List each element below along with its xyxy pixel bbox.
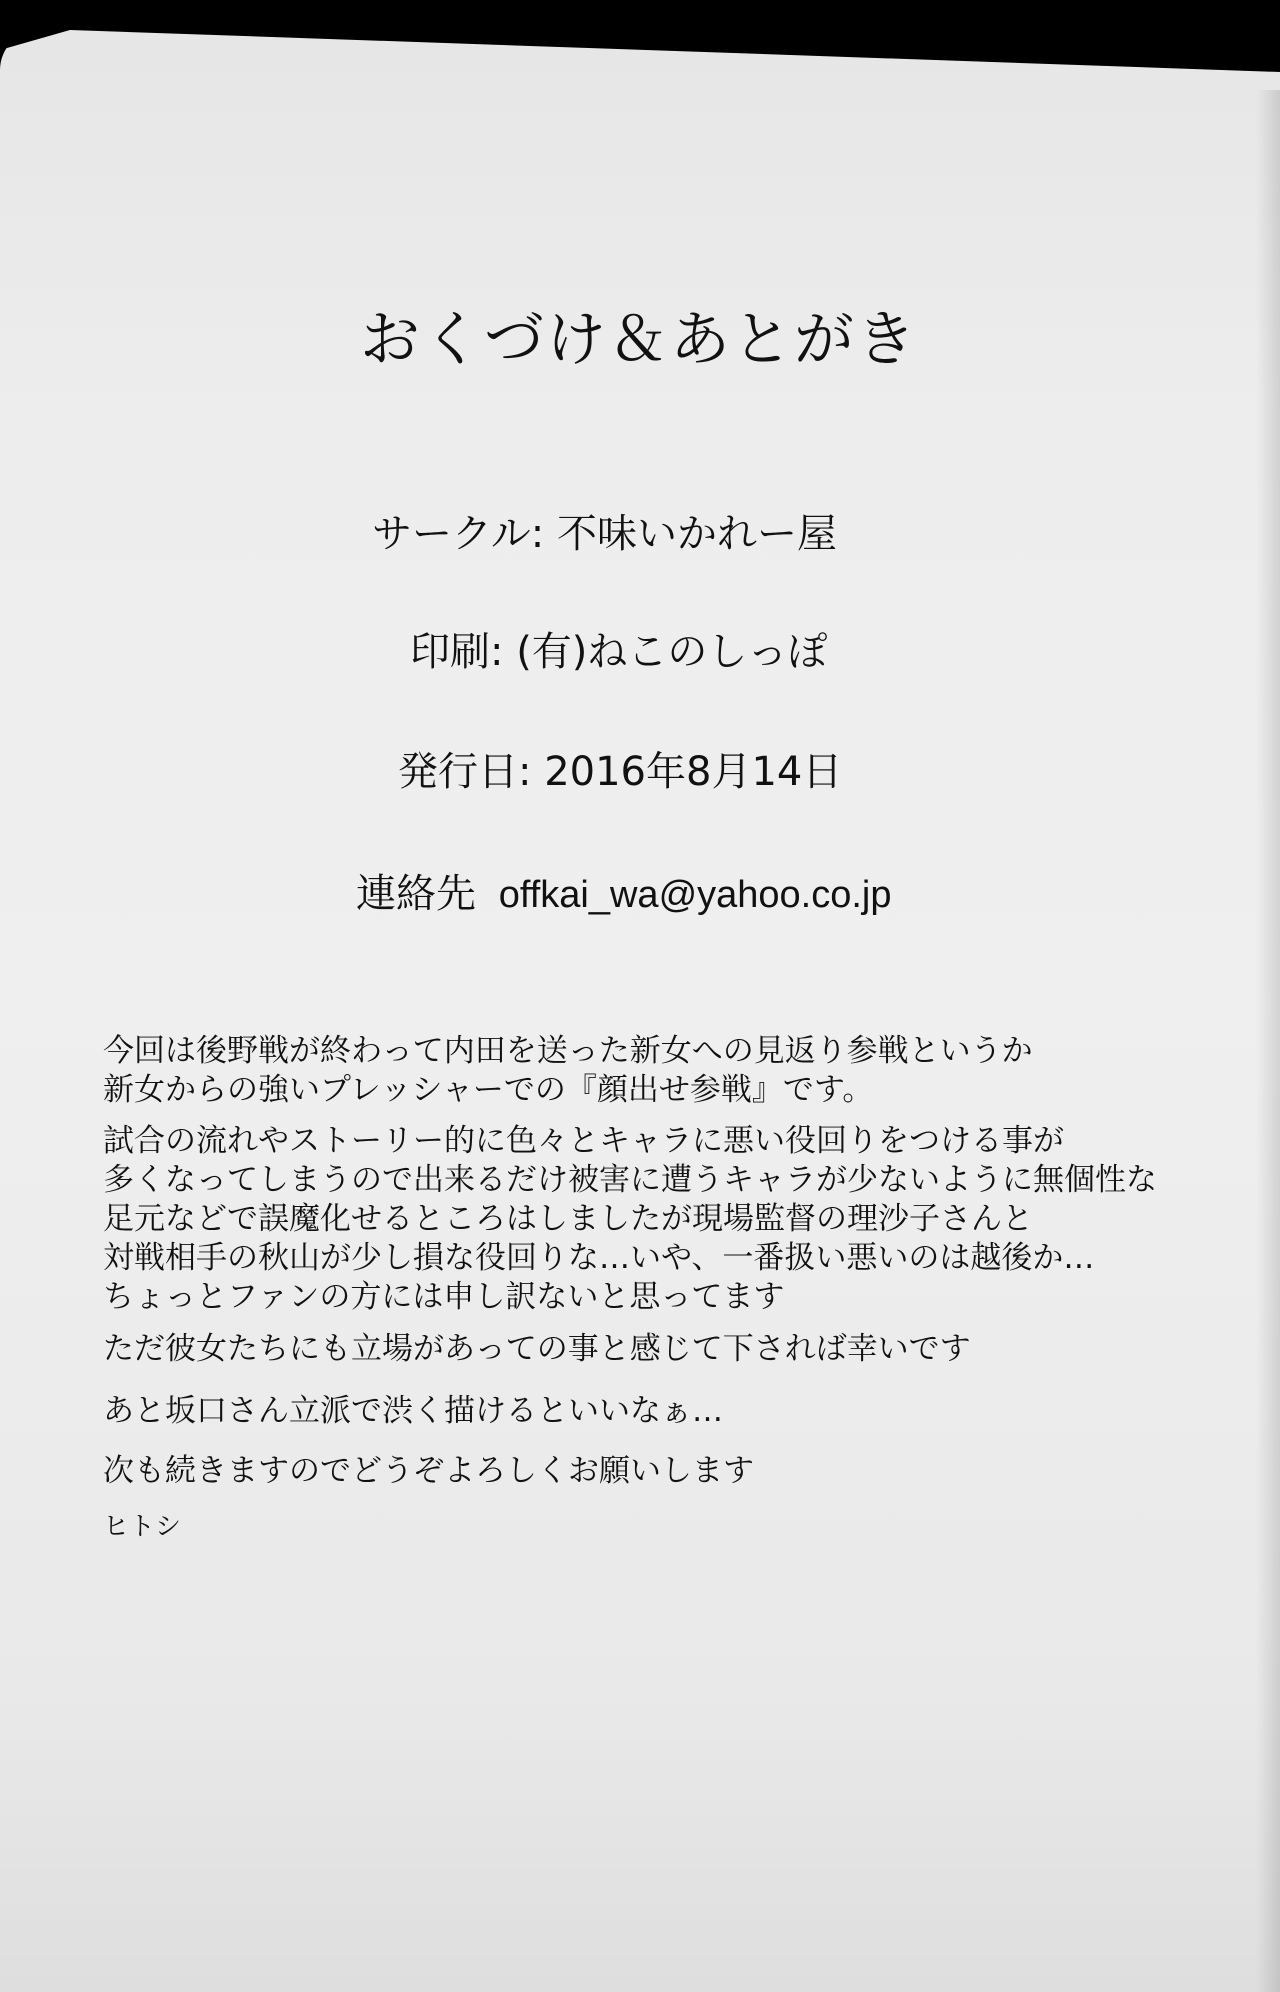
circle-label: サークル: <box>372 511 545 557</box>
printer-info <box>410 624 827 680</box>
afterword-line: 多くなってしまうので出来るだけ被害に遭うキャラが少ないように無個性な <box>103 1162 1157 1198</box>
contact-email: offkai_wa@yahoo.co.jp <box>498 874 892 916</box>
contact-label: 連絡先 <box>356 871 476 917</box>
publish-date-value: 2016年8月14日 <box>544 749 843 795</box>
afterword-line: 試合の流れやストーリー的に色々とキャラに悪い役回りをつける事が <box>103 1123 1064 1159</box>
afterword-line: 新女からの強いプレッシャーでの『顔出せ参戦』です。 <box>103 1072 874 1108</box>
page-title: おくづけ＆あとがき <box>360 305 918 375</box>
contact-info <box>356 866 892 923</box>
afterword-line: 対戦相手の秋山が少し損な役回りな…いや、一番扱い悪いのは越後か… <box>103 1240 1095 1276</box>
afterword-paragraph-6: 次も続きますのでどうぞよろしくお願いします <box>103 1453 754 1489</box>
circle-value: 不味いかれー屋 <box>557 511 837 557</box>
afterword-paragraph-2 <box>103 1122 1157 1278</box>
circle-info <box>372 506 837 562</box>
afterword-paragraph-3: ちょっとファンの方には申し訳ないと思ってます <box>103 1279 785 1315</box>
printer-value: (有)ねこのしっぽ <box>516 629 828 675</box>
afterword-line: 今回は後野戦が終わって内田を送った新女への見返り参戦というか <box>103 1033 1033 1069</box>
printer-label: 印刷: <box>410 629 504 675</box>
publish-date-label: 発行日: <box>398 749 532 795</box>
publish-date-info <box>398 744 842 800</box>
afterword-paragraph-1 <box>103 1032 1103 1110</box>
afterword-paragraph-5: あと坂口さん立派で渋く描けるといいなぁ… <box>103 1393 723 1429</box>
afterword-line: 足元などで誤魔化せるところはしましたが現場監督の理沙子さんと <box>103 1201 1033 1237</box>
author-signature: ヒトシ <box>103 1512 182 1542</box>
afterword-paragraph-4: ただ彼女たちにも立場があっての事と感じて下されば幸いです <box>103 1331 971 1367</box>
